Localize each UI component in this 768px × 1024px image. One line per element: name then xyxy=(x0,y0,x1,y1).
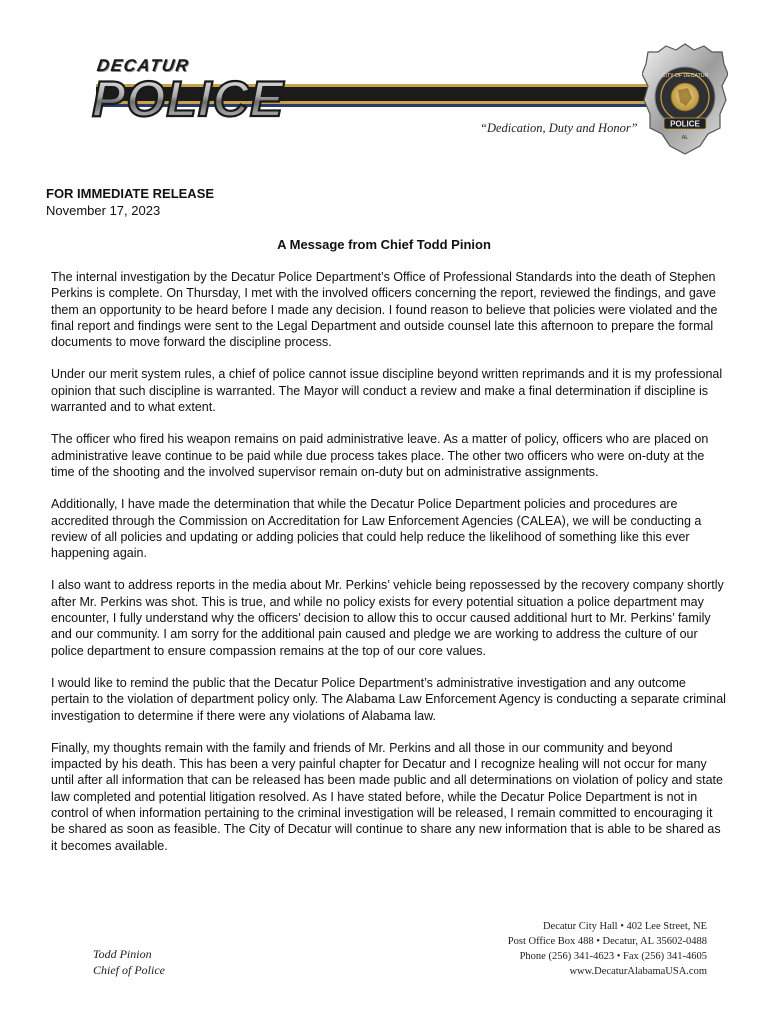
website-link[interactable]: www.DecaturAlabamaUSA.com xyxy=(569,966,707,977)
headline: A Message from Chief Todd Pinion xyxy=(277,237,491,252)
address-line-city-hall: Decatur City Hall • 402 Lee Street, NE xyxy=(542,921,707,932)
police-badge-logo xyxy=(642,42,728,156)
motto: “Dedication, Duty and Honor” xyxy=(480,121,638,135)
police-wordmark-text: POLICE xyxy=(92,71,285,126)
police-wordmark-logo xyxy=(88,70,316,126)
badge-bottom-text: POLICE xyxy=(670,119,700,129)
signature-block xyxy=(93,946,165,978)
address-block xyxy=(508,919,707,979)
paragraph: Additionally, I have made the determination that while the Decatur Police Department policies and procedures are accredited through the Commission on Accreditation for Law Enforcement Agencies (CALEA), we will be conducting a review of all policies and updating or adding policies that could help reduce the likelihood of something like this ever happening again. xyxy=(51,497,702,561)
signature-title: Chief of Police xyxy=(93,963,165,977)
signature-name: Todd Pinion xyxy=(93,947,152,961)
paragraph: The officer who fired his weapon remains on paid administrative leave. As a matter of policy, officers who are placed on administrative leave continue to be paid while due process takes place. The other two officers who were on-duty at the time of the shooting and the involved supervisor remain on-duty but on administrative assignments. xyxy=(51,432,709,479)
address-line-phone-fax: Phone (256) 341-4623 • Fax (256) 341-4605 xyxy=(519,951,707,962)
release-label: FOR IMMEDIATE RELEASE xyxy=(46,186,215,201)
release-date: November 17, 2023 xyxy=(46,203,161,218)
paragraph: Under our merit system rules, a chief of police cannot issue discipline beyond written reprimands and it is my professional opinion that such discipline is warranted. The Mayor will conduct a review and make a final determination if discipline is warranted and to what extent. xyxy=(51,367,723,415)
address-line-po-box: Post Office Box 488 • Decatur, AL 35602-0488 xyxy=(507,936,707,947)
body-text xyxy=(51,269,726,870)
letterhead-city-name: DECATUR xyxy=(95,56,191,75)
badge-top-text: CITY OF DECATUR xyxy=(661,73,709,79)
paragraph: Finally, my thoughts remain with the family and friends of Mr. Perkins and all those in our community and beyond impacted by his death. This has been a very painful chapter for Decatur and I recognize healing will not occur for many until after all information that can be released has been made public and all determinations on violation of policy and state law completed and potential litigation resolved. As I have stated before, while the Decatur Police Department is not in control of when information pertaining to the criminal investigation will be released, I remain committed to encouraging it be shared as soon as feasible. The City of Decatur will continue to share any new information that is able to be shared as it becomes available. xyxy=(51,740,723,853)
badge-state-text: AL xyxy=(681,135,689,141)
paragraph: I would like to remind the public that the Decatur Police Department’s administrative investigation and any outcome pertain to the violation of department policy only. The Alabama Law Enforcement Agency is conducting a separate criminal investigation to determine if there were any violations of Alabama law. xyxy=(51,675,726,723)
paragraph: I also want to address reports in the media about Mr. Perkins’ vehicle being repossessed by the recovery company shortly after Mr. Perkins was shot. This is true, and while no policy exists for every potential situation a police department may encounter, I fully understand why the officers’ decision to allow this to occur caused additional hurt to Mr. Perkins’ family and our community. I am sorry for the additional pain caused and pledge we are working to address the culture of our police department to ensure compassion remains at the top of our core values. xyxy=(51,578,724,658)
paragraph: The internal investigation by the Decatur Police Department’s Office of Professional Standards into the death of Stephen Perkins is complete. On Thursday, I met with the involved officers concerning the report, reviewed the findings, and gave them an opportunity to be heard before I made any decision. I found reason to believe that policies were violated and the final report and findings were sent to the Legal Department and outside counsel late this afternoon to prepare the formal documents to move forward the discipline process. xyxy=(51,270,718,350)
